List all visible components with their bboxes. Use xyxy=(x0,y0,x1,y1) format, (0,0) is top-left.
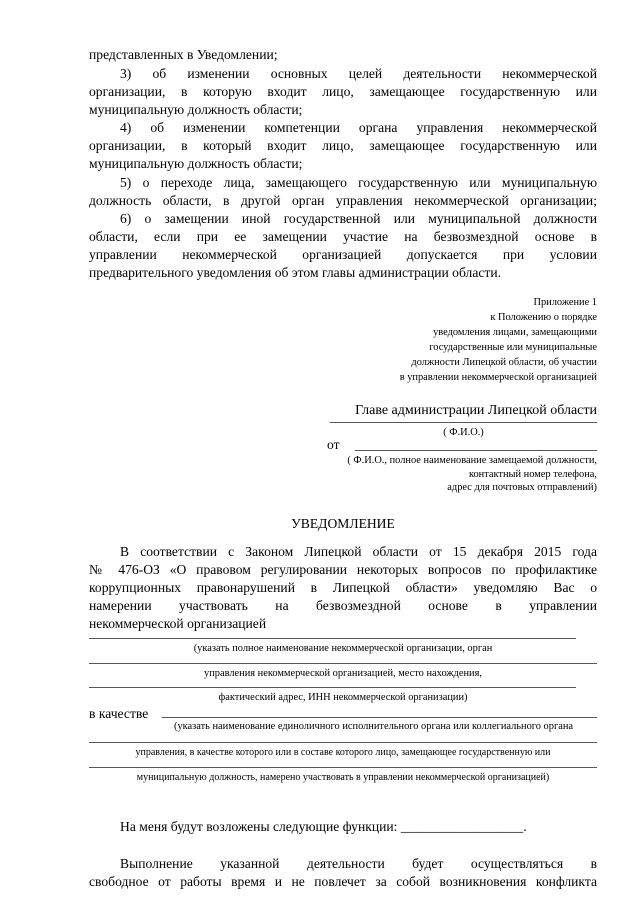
functions-line: На меня будут возложены следующие функции: __________________. xyxy=(120,819,527,834)
text-line: В соответствии с Законом Липецкой области от 15 декабря 2015 года xyxy=(120,544,597,559)
from-label: от xyxy=(327,437,340,452)
capacity-line xyxy=(162,717,597,718)
text-line: представленных в Уведомлении; xyxy=(89,47,278,62)
capacity-line xyxy=(89,742,597,743)
from-caption: контактный номер телефона, xyxy=(468,469,597,480)
fio-caption: ( Ф.И.О.) xyxy=(443,427,484,438)
text-line: № 476-ОЗ «О правовом регулировании некоторых вопросов по профилактике xyxy=(89,562,597,577)
from-line xyxy=(355,450,597,451)
capacity-caption: муниципальную должность, намерено участвовать в управлении некоммерческой организацией) xyxy=(136,772,550,783)
text-line: намерении участвовать на безвозмездной основе в управлении xyxy=(89,598,597,613)
document-title: УВЕДОМЛЕНИЕ xyxy=(291,516,395,531)
org-caption: управления некоммерческой организацией, место нахождения, xyxy=(204,668,482,679)
text-line: муниципальную должность области; xyxy=(89,102,303,117)
capacity-line xyxy=(89,767,597,768)
text-line: должность области, в другой орган управления некоммерческой организации; xyxy=(89,193,597,208)
org-line xyxy=(89,687,576,688)
text-line: муниципальную должность области; xyxy=(89,156,303,171)
appendix-line: в управлении некоммерческой организацией xyxy=(399,372,597,383)
text-line: коррупционных правонарушений в Липецкой области» уведомляю Вас о xyxy=(89,580,597,595)
addressee: Главе администрации Липецкой области xyxy=(355,403,597,418)
text-line: организации, в которую входит лицо, замещающее государственную или xyxy=(89,84,597,99)
text-line: свободное от работы время и не повлечет за собой возникновения конфликта xyxy=(89,874,597,889)
org-line xyxy=(89,663,597,664)
text-line: 3) об изменении основных целей деятельности некоммерческой xyxy=(120,66,597,81)
appendix-line: к Положению о порядке xyxy=(490,312,597,323)
text-line: некоммерческой организацией xyxy=(89,616,267,631)
text-line: 6) о замещении иной государственной или муниципальной должности xyxy=(120,211,597,226)
from-caption: адрес для почтовых отправлений) xyxy=(447,482,597,493)
text-line: области, если при ее замещении участие на безвозмездной основе в xyxy=(89,229,597,244)
text-line: 4) об изменении компетенции органа управления некоммерческой xyxy=(120,120,597,135)
org-caption: (указать полное наименование некоммерческой организации, орган xyxy=(193,643,493,654)
text-line: предварительного уведомления об этом главы администрации области. xyxy=(89,265,502,280)
org-caption: фактический адрес, ИНН некоммерческой организации) xyxy=(218,692,468,703)
text-line: организации, в который входит лицо, замещающее государственную или xyxy=(89,138,597,153)
text-line: управлении некоммерческой организацией допускается при условии xyxy=(89,247,597,262)
appendix-line: уведомления лицами, замещающими xyxy=(433,327,597,338)
fio-line xyxy=(330,422,597,423)
text-line: Выполнение указанной деятельности будет осуществляться в xyxy=(120,856,597,871)
capacity-caption: управления, в качестве которого или в составе которого лицо, замещающее государственную или xyxy=(135,747,551,758)
capacity-caption: (указать наименование единоличного исполнительного органа или коллегиального органа xyxy=(174,721,573,732)
text-line: 5) о переходе лица, замещающего государственную или муниципальную xyxy=(120,175,597,190)
appendix-line: государственные или муниципальные xyxy=(429,342,597,353)
org-line xyxy=(89,638,576,639)
appendix-line: должности Липецкой области, об участии xyxy=(411,357,597,368)
capacity-label: в качестве xyxy=(89,706,149,721)
appendix-line: Приложение 1 xyxy=(533,297,597,308)
from-caption: ( Ф.И.О., полное наименование замещаемой должности, xyxy=(347,455,597,466)
